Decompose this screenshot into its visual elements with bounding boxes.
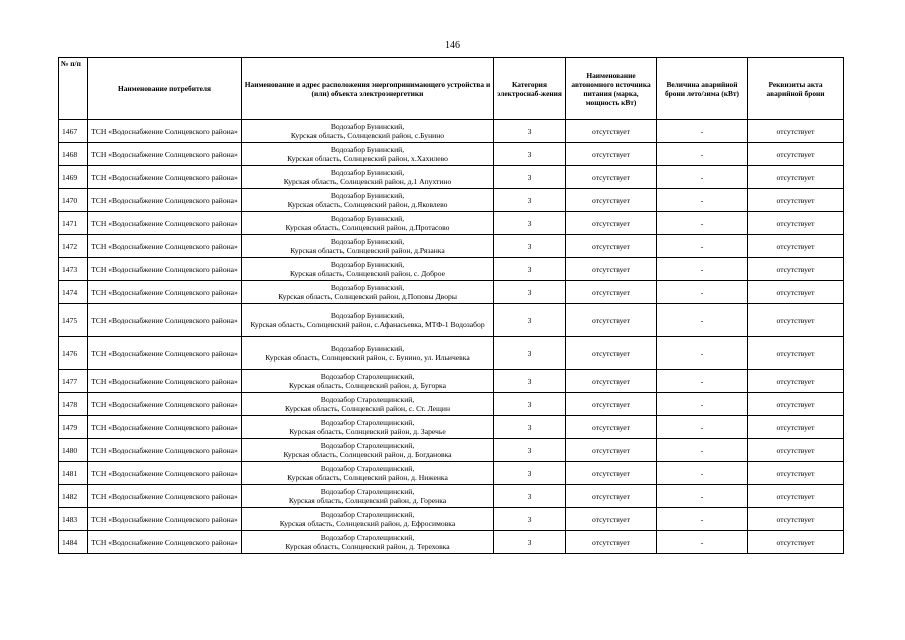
table-header-row (59, 58, 844, 120)
header-act: Реквизиты акта аварийной брони (748, 58, 844, 120)
cell-category: 3 (494, 281, 566, 304)
cell-object (242, 120, 494, 143)
table-row (59, 212, 844, 235)
cell-category: 3 (494, 258, 566, 281)
object-name: Водозабор Бунинский, (330, 145, 405, 154)
cell-num: 1476 (59, 337, 88, 370)
cell-object (242, 485, 494, 508)
cell-source: отсутствует (566, 485, 657, 508)
cell-source: отсутствует (566, 281, 657, 304)
header-object: Наименование и адрес расположения энергопринимающего устройства и (или) объекта электроэнергетики (242, 58, 494, 120)
cell-num: 1475 (59, 304, 88, 337)
object-name: Водозабор Старолещинский, (320, 464, 415, 473)
cell-consumer: ТСН «Водоснабжение Солнцевского района» (88, 508, 242, 531)
cell-source: отсутствует (566, 393, 657, 416)
consumers-table (58, 57, 844, 554)
cell-num: 1478 (59, 393, 88, 416)
cell-category: 3 (494, 120, 566, 143)
cell-category: 3 (494, 508, 566, 531)
cell-consumer: ТСН «Водоснабжение Солнцевского района» (88, 120, 242, 143)
cell-act: отсутствует (748, 485, 844, 508)
cell-source: отсутствует (566, 508, 657, 531)
cell-source: отсутствует (566, 462, 657, 485)
cell-num: 1482 (59, 485, 88, 508)
cell-act: отсутствует (748, 393, 844, 416)
table-row (59, 416, 844, 439)
cell-source: отсутствует (566, 235, 657, 258)
cell-num: 1484 (59, 531, 88, 554)
object-name: Водозабор Старолещинский, (320, 418, 415, 427)
cell-object (242, 393, 494, 416)
cell-num: 1467 (59, 120, 88, 143)
cell-consumer: ТСН «Водоснабжение Солнцевского района» (88, 393, 242, 416)
cell-object (242, 439, 494, 462)
object-address: Курская область, Солнцевский район, с. Бунино, ул. Ильичевка (265, 353, 470, 362)
cell-reserve: - (657, 304, 748, 337)
cell-reserve: - (657, 258, 748, 281)
cell-consumer: ТСН «Водоснабжение Солнцевского района» (88, 235, 242, 258)
object-name: Водозабор Бунинский, (330, 311, 405, 320)
cell-consumer: ТСН «Водоснабжение Солнцевского района» (88, 258, 242, 281)
cell-act: отсутствует (748, 439, 844, 462)
object-name: Водозабор Бунинский, (330, 237, 405, 246)
cell-num: 1472 (59, 235, 88, 258)
cell-num: 1479 (59, 416, 88, 439)
cell-consumer: ТСН «Водоснабжение Солнцевского района» (88, 485, 242, 508)
cell-category: 3 (494, 304, 566, 337)
table-row (59, 462, 844, 485)
cell-category: 3 (494, 393, 566, 416)
cell-source: отсутствует (566, 189, 657, 212)
cell-source: отсутствует (566, 370, 657, 393)
cell-reserve: - (657, 485, 748, 508)
table-row (59, 370, 844, 393)
object-address: Курская область, Солнцевский район, д. Горенка (288, 496, 447, 505)
object-address: Курская область, Солнцевский район, с. Ст. Лещин (284, 404, 451, 413)
cell-object (242, 508, 494, 531)
cell-num: 1471 (59, 212, 88, 235)
object-address: Курская область, Солнцевский район, д.Протасово (285, 223, 450, 232)
object-address: Курская область, Солнцевский район, д. Ниженка (287, 473, 448, 482)
header-source: Наименование автономного источника питания (марка, мощность кВт) (566, 58, 657, 120)
cell-source: отсутствует (566, 212, 657, 235)
cell-act: отсутствует (748, 370, 844, 393)
cell-consumer: ТСН «Водоснабжение Солнцевского района» (88, 337, 242, 370)
object-name: Водозабор Старолещинский, (320, 441, 415, 450)
cell-act: отсутствует (748, 304, 844, 337)
cell-object (242, 304, 494, 337)
cell-act: отсутствует (748, 337, 844, 370)
cell-reserve: - (657, 439, 748, 462)
cell-reserve: - (657, 531, 748, 554)
cell-object (242, 258, 494, 281)
header-category: Категория электроснаб-жения (494, 58, 566, 120)
cell-reserve: - (657, 166, 748, 189)
cell-num: 1483 (59, 508, 88, 531)
table-row (59, 304, 844, 337)
header-num: № п/п (59, 58, 88, 120)
object-address: Курская область, Солнцевский район, д. Богдановка (283, 450, 452, 459)
cell-act: отсутствует (748, 462, 844, 485)
cell-object (242, 235, 494, 258)
cell-category: 3 (494, 189, 566, 212)
cell-act: отсутствует (748, 508, 844, 531)
table-row (59, 508, 844, 531)
table-row (59, 485, 844, 508)
object-address: Курская область, Солнцевский район, д. Тереховка (285, 542, 450, 551)
cell-num: 1473 (59, 258, 88, 281)
cell-category: 3 (494, 212, 566, 235)
object-address: Курская область, Солнцевский район, д.1 Апухтино (283, 177, 452, 186)
cell-act: отсутствует (748, 258, 844, 281)
cell-source: отсутствует (566, 143, 657, 166)
table-row (59, 281, 844, 304)
cell-consumer: ТСН «Водоснабжение Солнцевского района» (88, 212, 242, 235)
table-row (59, 531, 844, 554)
object-name: Водозабор Старолещинский, (320, 510, 415, 519)
cell-consumer: ТСН «Водоснабжение Солнцевского района» (88, 166, 242, 189)
cell-act: отсутствует (748, 120, 844, 143)
cell-consumer: ТСН «Водоснабжение Солнцевского района» (88, 416, 242, 439)
cell-object (242, 281, 494, 304)
object-name: Водозабор Бунинский, (330, 122, 405, 131)
object-address: Курская область, Солнцевский район, д.Поповы Дворы (278, 292, 457, 301)
cell-reserve: - (657, 143, 748, 166)
cell-num: 1468 (59, 143, 88, 166)
cell-category: 3 (494, 143, 566, 166)
cell-act: отсутствует (748, 531, 844, 554)
cell-category: 3 (494, 337, 566, 370)
cell-category: 3 (494, 439, 566, 462)
cell-consumer: ТСН «Водоснабжение Солнцевского района» (88, 304, 242, 337)
cell-reserve: - (657, 235, 748, 258)
table-row (59, 337, 844, 370)
table-row (59, 439, 844, 462)
cell-act: отсутствует (748, 212, 844, 235)
cell-source: отсутствует (566, 531, 657, 554)
cell-reserve: - (657, 370, 748, 393)
cell-consumer: ТСН «Водоснабжение Солнцевского района» (88, 281, 242, 304)
object-address: Курская область, Солнцевский район, с.Афанасьевка, МТФ-1 Водозабор (250, 320, 485, 329)
object-address: Курская область, Солнцевский район, д. Ефросимовка (279, 519, 456, 528)
header-consumer: Наименование потребителя (88, 58, 242, 120)
cell-reserve: - (657, 508, 748, 531)
cell-object (242, 370, 494, 393)
header-reserve: Величина аварийной брони лето/зима (кВт) (657, 58, 748, 120)
object-address: Курская область, Солнцевский район, х.Хахилево (287, 154, 448, 163)
object-name: Водозабор Бунинский, (330, 214, 405, 223)
cell-act: отсутствует (748, 281, 844, 304)
cell-source: отсутствует (566, 416, 657, 439)
object-name: Водозабор Бунинский, (330, 344, 405, 353)
cell-num: 1481 (59, 462, 88, 485)
cell-object (242, 143, 494, 166)
object-name: Водозабор Старолещинский, (320, 395, 415, 404)
cell-reserve: - (657, 120, 748, 143)
cell-source: отсутствует (566, 166, 657, 189)
cell-category: 3 (494, 166, 566, 189)
cell-act: отсутствует (748, 235, 844, 258)
cell-object (242, 212, 494, 235)
object-address: Курская область, Солнцевский район, д.Яковлево (287, 200, 448, 209)
cell-num: 1474 (59, 281, 88, 304)
cell-act: отсутствует (748, 189, 844, 212)
cell-consumer: ТСН «Водоснабжение Солнцевского района» (88, 189, 242, 212)
cell-source: отсутствует (566, 258, 657, 281)
object-name: Водозабор Бунинский, (330, 260, 405, 269)
cell-object (242, 416, 494, 439)
cell-category: 3 (494, 416, 566, 439)
cell-source: отсутствует (566, 304, 657, 337)
table-row (59, 120, 844, 143)
cell-category: 3 (494, 531, 566, 554)
cell-consumer: ТСН «Водоснабжение Солнцевского района» (88, 370, 242, 393)
cell-object (242, 531, 494, 554)
cell-consumer: ТСН «Водоснабжение Солнцевского района» (88, 462, 242, 485)
cell-object (242, 189, 494, 212)
object-name: Водозабор Старолещинский, (320, 487, 415, 496)
cell-reserve: - (657, 337, 748, 370)
table-row (59, 258, 844, 281)
table-row (59, 189, 844, 212)
cell-consumer: ТСН «Водоснабжение Солнцевского района» (88, 439, 242, 462)
table-row (59, 166, 844, 189)
cell-consumer: ТСН «Водоснабжение Солнцевского района» (88, 531, 242, 554)
cell-category: 3 (494, 462, 566, 485)
cell-source: отсутствует (566, 337, 657, 370)
cell-num: 1477 (59, 370, 88, 393)
cell-num: 1469 (59, 166, 88, 189)
cell-num: 1470 (59, 189, 88, 212)
cell-object (242, 337, 494, 370)
object-address: Курская область, Солнцевский район, с. Доброе (289, 269, 445, 278)
cell-object (242, 166, 494, 189)
cell-category: 3 (494, 235, 566, 258)
object-address: Курская область, Солнцевский район, с.Бунино (290, 131, 445, 140)
cell-reserve: - (657, 189, 748, 212)
cell-reserve: - (657, 416, 748, 439)
cell-act: отсутствует (748, 143, 844, 166)
cell-reserve: - (657, 462, 748, 485)
object-name: Водозабор Старолещинский, (320, 533, 415, 542)
table-row (59, 235, 844, 258)
object-address: Курская область, Солнцевский район, д. Заречье (289, 427, 446, 436)
cell-reserve: - (657, 212, 748, 235)
cell-source: отсутствует (566, 439, 657, 462)
object-name: Водозабор Бунинский, (330, 283, 405, 292)
cell-reserve: - (657, 393, 748, 416)
object-address: Курская область, Солнцевский район, д. Бугорка (288, 381, 447, 390)
object-address: Курская область, Солнцевский район, д.Рязанка (290, 246, 445, 255)
cell-act: отсутствует (748, 166, 844, 189)
cell-category: 3 (494, 485, 566, 508)
table-body (59, 120, 844, 554)
cell-object (242, 462, 494, 485)
cell-act: отсутствует (748, 416, 844, 439)
object-name: Водозабор Бунинский, (330, 168, 405, 177)
page-number: 146 (445, 40, 460, 51)
cell-num: 1480 (59, 439, 88, 462)
cell-reserve: - (657, 281, 748, 304)
table-row (59, 393, 844, 416)
cell-source: отсутствует (566, 120, 657, 143)
object-name: Водозабор Старолещинский, (320, 372, 415, 381)
object-name: Водозабор Бунинский, (330, 191, 405, 200)
table-row (59, 143, 844, 166)
cell-consumer: ТСН «Водоснабжение Солнцевского района» (88, 143, 242, 166)
cell-category: 3 (494, 370, 566, 393)
